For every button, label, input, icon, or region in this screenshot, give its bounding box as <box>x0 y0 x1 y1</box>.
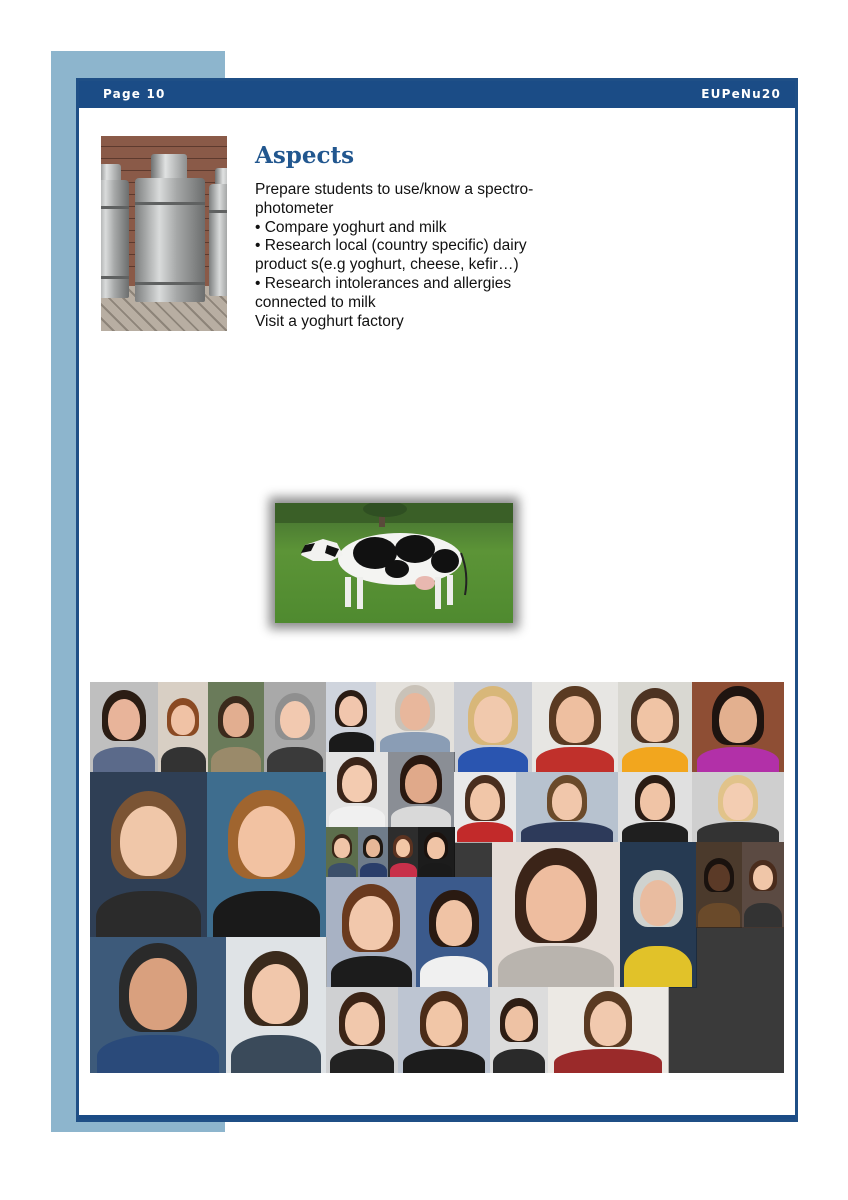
aspects-line: Visit a yoghurt factory <box>255 312 404 330</box>
collage-portrait <box>326 877 417 988</box>
aspects-line: photometer <box>255 199 334 217</box>
collage-portrait <box>618 772 693 843</box>
collage-portrait <box>696 842 743 928</box>
aspects-line: • Research local (country specific) dairy <box>255 237 527 255</box>
aspects-line: product s(e.g yoghurt, cheese, kefir…) <box>255 256 519 274</box>
cow-photo <box>275 503 513 623</box>
page-number: Page 10 <box>103 87 166 101</box>
collage-portrait <box>326 682 377 753</box>
collage-portrait <box>692 682 784 773</box>
collage-portrait <box>388 752 455 828</box>
collage-portrait <box>226 937 327 1073</box>
collage-portrait <box>208 682 265 773</box>
collage-portrait <box>158 682 209 773</box>
collage-portrait <box>326 752 389 828</box>
aspects-line: • Compare yoghurt and milk <box>255 218 447 236</box>
collage-portrait <box>90 937 227 1073</box>
cow-illustration <box>275 503 513 623</box>
collage-portrait <box>454 772 517 843</box>
collage-portrait <box>416 877 493 988</box>
collage-portrait <box>90 682 159 773</box>
collage-portrait <box>532 682 619 773</box>
aspects-line: connected to milk <box>255 293 376 311</box>
document-code: EUPeNu20 <box>701 87 781 101</box>
collage-portrait <box>398 987 491 1073</box>
section-title: Aspects <box>255 142 355 169</box>
collage-portrait <box>388 827 419 878</box>
collage-portrait <box>692 772 784 843</box>
collage-portrait <box>548 987 669 1073</box>
collage-portrait <box>516 772 619 843</box>
collage-portrait <box>742 842 784 928</box>
collage-portrait <box>418 827 455 878</box>
bottom-rule <box>79 1115 795 1119</box>
milk-cans-photo <box>101 136 227 331</box>
page-frame <box>76 78 798 1122</box>
collage-portrait <box>90 772 208 938</box>
collage-portrait <box>454 682 533 773</box>
participants-photo-collage <box>90 682 784 1073</box>
collage-portrait <box>264 682 327 773</box>
collage-portrait <box>376 682 455 753</box>
collage-portrait <box>490 987 549 1073</box>
header-bar <box>79 81 795 108</box>
collage-portrait <box>618 682 693 773</box>
aspects-text <box>255 181 595 331</box>
collage-portrait <box>326 987 399 1073</box>
collage-portrait <box>326 827 359 878</box>
aspects-line: Prepare students to use/know a spectro- <box>255 181 534 198</box>
collage-portrait <box>207 772 327 938</box>
collage-portrait <box>620 842 697 988</box>
collage-portrait <box>358 827 389 878</box>
collage-portrait <box>492 842 621 988</box>
aspects-line: • Research intolerances and allergies <box>255 274 512 292</box>
